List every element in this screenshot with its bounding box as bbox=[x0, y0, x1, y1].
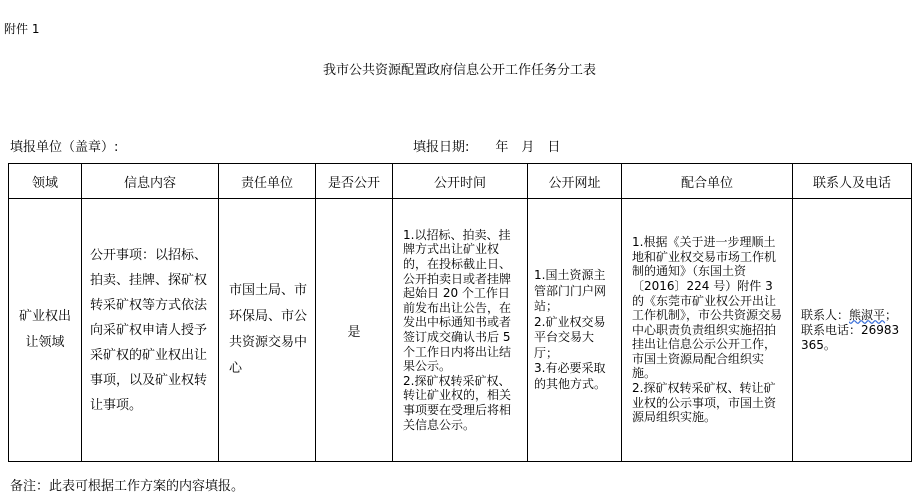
contact-label: 联系人： bbox=[801, 307, 850, 322]
cell-assist bbox=[622, 199, 793, 462]
reporting-date-label: 填报日期: 年 月 日 bbox=[413, 140, 561, 155]
cell-dept: 市国土局、市环保局、市公共资源交易中心 bbox=[219, 199, 316, 462]
header-is-public: 是否公开 bbox=[316, 164, 393, 199]
task-assignment-table bbox=[8, 163, 912, 462]
header-dept: 责任单位 bbox=[219, 164, 316, 199]
cell-field: 矿业权出让领域 bbox=[9, 199, 82, 462]
cell-contact bbox=[793, 199, 912, 462]
header-content: 信息内容 bbox=[82, 164, 219, 199]
header-field: 领域 bbox=[9, 164, 82, 199]
cell-site bbox=[528, 199, 622, 462]
site-item: 3.有必要采取的其他方式。 bbox=[534, 361, 607, 391]
site-item: 2.矿业权交易平台交易大厅； bbox=[534, 314, 606, 360]
contact-name: 熊淑平 bbox=[849, 307, 886, 322]
header-time: 公开时间 bbox=[393, 164, 528, 199]
time-item: 1.以招标、拍卖、挂牌方式出让矿业权的，在投标截止日、公开拍卖日或者挂牌起始日 20 个工作日前发布出让公告，在发出中标通知书或者签订成交确认书后 5 个工作日内将出让结果公示。 bbox=[403, 227, 512, 374]
header-contact: 联系人及电话 bbox=[793, 164, 912, 199]
site-item: 1.国土资源主管部门门户网站； bbox=[534, 268, 607, 313]
footnote: 备注：此表可根据工作方案的内容填报。 bbox=[10, 479, 245, 494]
reporting-unit-label: 填报单位（盖章）: bbox=[10, 140, 119, 155]
cell-is-public: 是 bbox=[316, 199, 393, 462]
phone-label: ；联系电话： bbox=[801, 307, 898, 337]
attachment-label: 附件 1 bbox=[4, 22, 40, 36]
assist-item: 2.探矿权转采矿权、转让矿业权的公示事项，市国土资源局组织实施。 bbox=[632, 381, 777, 425]
contact-phone: 26983365。 bbox=[801, 322, 900, 352]
cell-content: 公开事项：以招标、拍卖、挂牌、探矿权转采矿权等方式依法向采矿权申请人授予采矿权的矿业权出让事项，以及矿业权转让事项。 bbox=[82, 199, 219, 462]
header-assist: 配合单位 bbox=[622, 164, 793, 199]
time-item: 2.探矿权转采矿权、转让矿业权的，相关事项要在受理后将相关信息公示。 bbox=[403, 373, 512, 432]
document-title: 我市公共资源配置政府信息公开工作任务分工表 bbox=[322, 63, 596, 78]
table-header-row bbox=[9, 164, 912, 199]
assist-item: 1.根据《关于进一步理顺土地和矿业权交易市场工作机制的通知》（东国土资〔2016〕224 号）附件 3 的《东莞市矿业权公开出让工作机制》，市公共资源交易中心职责负责组织实施招拍挂出让信息公示公开工作，市国土资源局配合组织实施。 bbox=[632, 235, 783, 381]
header-site: 公开网址 bbox=[528, 164, 622, 199]
cell-time bbox=[393, 199, 528, 462]
table-row bbox=[9, 199, 912, 462]
